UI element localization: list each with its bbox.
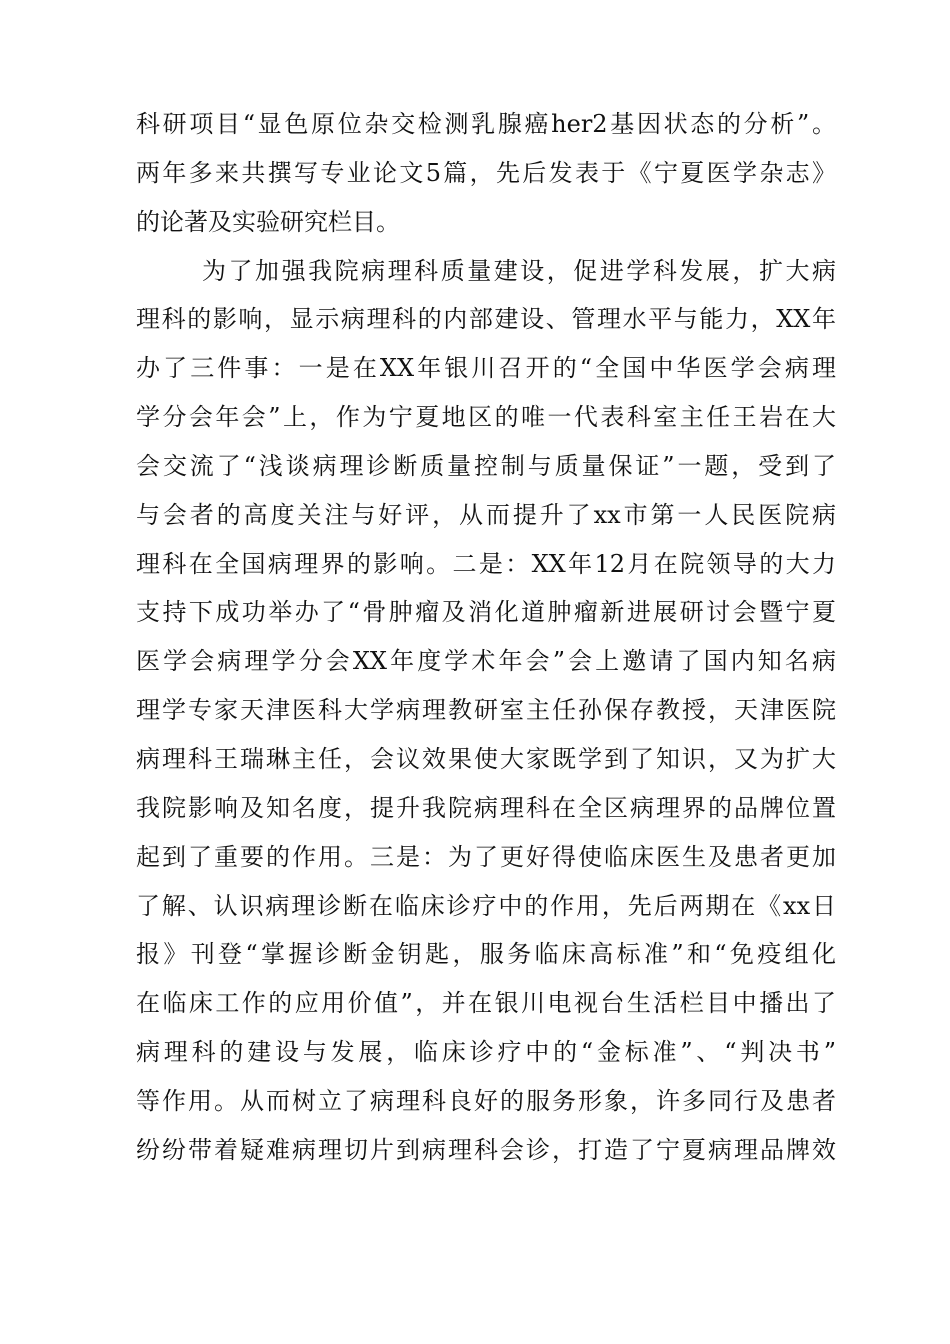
text-line: 起到了重要的作用。三是：为了更好得使临床医生及患者更加 — [136, 842, 836, 871]
text-line: 科研项目“显色原位杂交检测乳腺癌her2基因状态的分析”。 — [136, 110, 836, 138]
text-line: 的论著及实验研究栏目。 — [136, 207, 400, 236]
text-line: 两年多来共撰写专业论文5篇，先后发表于《宁夏医学杂志》 — [136, 158, 836, 187]
text-line: 病理科的建设与发展，临床诊疗中的“金标准”、“判决书” — [136, 1038, 836, 1067]
document-body — [136, 100, 836, 1175]
text-line: 了解、认识病理诊断在临床诊疗中的作用，先后两期在《xx日 — [136, 891, 836, 920]
text-line: 在临床工作的应用价值”，并在银川电视台生活栏目中播出了 — [136, 989, 836, 1018]
text-line: 办了三件事：一是在XX年银川召开的“全国中华医学会病理 — [136, 354, 836, 383]
text-line: 支持下成功举办了“骨肿瘤及消化道肿瘤新进展研讨会暨宁夏 — [136, 598, 836, 627]
text-line: 我院影响及知名度，提升我院病理科在全区病理界的品牌位置 — [136, 793, 836, 822]
text-line: 理科在全国病理界的影响。二是：XX年12月在院领导的大力 — [136, 549, 836, 578]
text-line: 会交流了“浅谈病理诊断质量控制与质量保证”一题，受到了 — [136, 451, 836, 480]
paragraph-first-line: 为了加强我院病理科质量建设，促进学科发展，扩大病 — [202, 256, 836, 285]
text-line: 理学专家天津医科大学病理教研室主任孙保存教授，天津医院 — [136, 696, 836, 725]
text-line: 学分会年会”上，作为宁夏地区的唯一代表科室主任王岩在大 — [136, 403, 836, 432]
text-line: 等作用。从而树立了病理科良好的服务形象，许多同行及患者 — [136, 1086, 836, 1115]
text-line: 报》刊登“掌握诊断金钥匙，服务临床高标准”和“免疫组化 — [136, 940, 836, 969]
text-line: 医学会病理学分会XX年度学术年会”会上邀请了国内知名病 — [136, 647, 836, 676]
text-line: 纷纷带着疑难病理切片到病理科会诊，打造了宁夏病理品牌效 — [136, 1135, 836, 1164]
text-line: 理科的影响，显示病理科的内部建设、管理水平与能力，XX年 — [136, 305, 836, 334]
text-line: 病理科王瑞琳主任，会议效果使大家既学到了知识，又为扩大 — [136, 744, 836, 773]
text-line: 与会者的高度关注与好评，从而提升了xx市第一人民医院病 — [136, 500, 836, 529]
